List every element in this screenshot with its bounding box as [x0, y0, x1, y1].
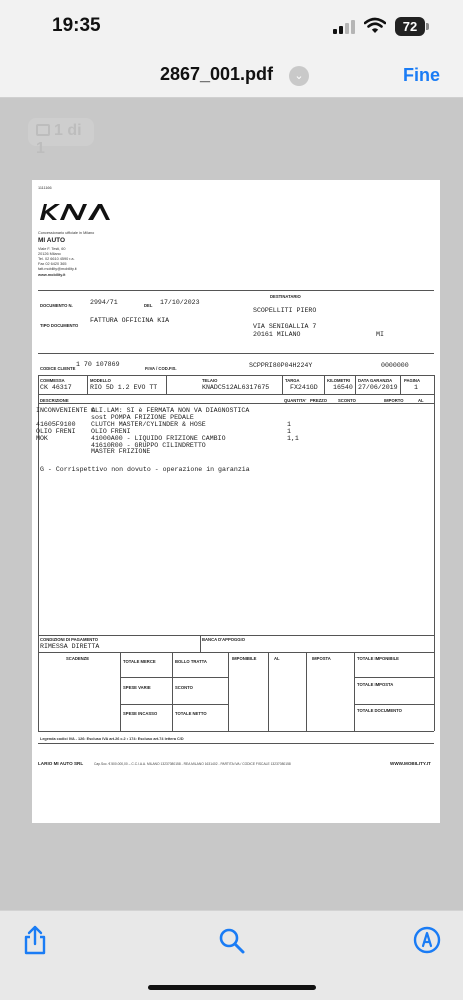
kia-logo — [38, 202, 116, 222]
col-al: AL — [418, 398, 424, 403]
km-label: KILOMETRI — [327, 378, 351, 383]
garanzia-value: 27/06/2019 — [358, 384, 398, 391]
totale-imposta-label: TOTALE IMPOSTA — [357, 682, 394, 687]
pagina-value: 1 — [414, 384, 418, 391]
col-amount: IMPORTO — [384, 398, 404, 403]
bank-label: BANCA D'APPOGGIO — [202, 637, 245, 642]
line-quantity: 1 — [287, 420, 291, 428]
recipient-city: 20161 MILANO — [253, 331, 301, 338]
company-name: MI AUTO — [38, 237, 66, 244]
document-title[interactable]: 2867_001.pdf — [159, 64, 274, 84]
secondary-code: 0000000 — [381, 362, 409, 369]
divider — [38, 394, 434, 395]
line-description: 41000A00 - LIQUIDO FRIZIONE CAMBIO — [91, 434, 226, 442]
commessa-value: CK 46317 — [40, 384, 72, 391]
targa-label: TARGA — [285, 378, 300, 383]
markup-icon[interactable] — [413, 926, 441, 954]
totale-netto-label: TOTALE NETTO — [175, 711, 207, 716]
imposta-label: IMPOSTA — [312, 656, 331, 661]
col-disc: SCONTO — [338, 398, 356, 403]
page-counter: 1 di 1 — [28, 118, 94, 146]
company-fax: Fax 02 6420 365 — [38, 262, 67, 266]
col-price: PREZZO — [310, 398, 327, 403]
cellular-signal-icon — [333, 20, 357, 34]
totale-documento-label: TOTALE DOCUMENTO — [357, 708, 402, 713]
modello-value: RIO 5D 1.2 EVO TT — [90, 384, 158, 391]
footer-website: WWW.MOBILITY.IT — [390, 761, 431, 766]
dealer-note: Concessionario ufficiale in Milano — [38, 231, 95, 235]
doc-number: 2994/71 — [90, 299, 118, 306]
company-tel: Tel. 02 6610 4590 r.a. — [38, 257, 75, 261]
doc-type: FATTURA OFFICINA KIA — [90, 317, 170, 324]
company-address-2: 20126 Milano — [38, 252, 61, 256]
line-description: MASTER FRIZIONE — [91, 448, 151, 456]
pages-icon — [36, 124, 50, 136]
commessa-label: COMMESSA — [40, 378, 65, 383]
home-indicator — [148, 985, 316, 990]
client-code-label: CODICE CLIENTE — [40, 366, 76, 371]
clock: 19:35 — [52, 15, 101, 36]
line-code: OLIO FRENI — [36, 427, 76, 435]
client-code: 1 70 107869 — [76, 361, 120, 368]
recipient-name: SCOPELLITI PIERO — [253, 307, 317, 314]
sconto-label: SCONTO — [175, 685, 193, 690]
nav-bar — [0, 56, 463, 98]
battery-icon: 72 — [395, 17, 425, 36]
telaio-value: KNADC512AL6317675 — [202, 384, 270, 391]
status-bar — [0, 0, 463, 56]
company-address-1: Viale F. Testi, 60 — [38, 247, 66, 251]
pagina-label: PAGINA — [404, 378, 420, 383]
telaio-label: TELAIO — [202, 378, 218, 383]
line-description: OLIO FRENI — [91, 427, 131, 435]
recipient-label: DESTINATARIO — [270, 294, 301, 299]
vat-legend: Legenda codici IVA - 126: Escluso IVA art.26 c.2 • 174: Escluso art.74 lettera C/D — [40, 737, 184, 741]
divider — [38, 403, 434, 404]
divider — [38, 375, 434, 376]
line-description: CLI.LAM: SI è FERMATA NON VA DIAGNOSTICA — [91, 407, 250, 414]
col-desc: DESCRIZIONE — [40, 398, 69, 403]
recipient-province: MI — [376, 331, 384, 338]
targa-value: FX241GD — [290, 384, 318, 391]
doc-type-label: TIPO DOCUMENTO — [40, 323, 79, 328]
line-description: 41610R00 - GRUPPO CILINDRETTO — [91, 441, 206, 449]
spese-varie-label: SPESE VARIE — [123, 685, 151, 690]
share-icon[interactable] — [22, 925, 48, 955]
done-button[interactable]: Fine — [403, 65, 441, 85]
spese-incasso-label: SPESE INCASSO — [123, 711, 158, 716]
aliquota-label: AL — [274, 656, 280, 661]
km-value: 16540 — [333, 384, 353, 391]
battery-cap — [426, 23, 429, 30]
line-code: MOK — [36, 434, 48, 442]
fiscal-code: SCPPRI80P04H224Y — [249, 362, 313, 369]
imponibile-label: IMPONIBILE — [232, 656, 257, 661]
payment-label: CONDIZIONI DI PAGAMENTO — [40, 637, 99, 642]
divider — [38, 290, 434, 291]
recipient-street: VIA SENIGALLIA 7 — [253, 323, 317, 330]
company-web: www.mobility.it — [38, 273, 66, 277]
chevron-down-icon[interactable]: ⌄ — [289, 66, 309, 86]
footer-legal: Cap.Soc. € 500.000,00 – C.C.I.A.A. MILANO 13237080158 - REA MILANO 1631402 - PARTITA IVA / CODICE FISCALE 13237080158 — [94, 762, 291, 766]
line-description: sost POMPA FRIZIONE PEDALE — [91, 413, 194, 421]
scadenze-label: SCADENZE — [66, 656, 90, 661]
payment-value: RIMESSA DIRETTA — [40, 643, 100, 650]
totale-imponibile-label: TOTALE IMPONIBILE — [357, 656, 399, 661]
footer-company: LARIO MI AUTO SRL — [38, 761, 84, 766]
col-qty: QUANTITA' — [284, 398, 307, 403]
garanzia-label: DATA GARANZIA — [358, 378, 393, 383]
line-description: CLUTCH MASTER/CYLINDER & HOSE — [91, 420, 206, 428]
company-email: fatt.mobility@mobility.it — [38, 267, 77, 271]
line-quantity: 1 — [287, 427, 291, 435]
bollo-label: BOLLO TRATTA — [175, 659, 207, 664]
divider — [38, 635, 434, 636]
divider — [38, 353, 434, 354]
doc-date: 17/10/2023 — [160, 299, 200, 306]
header-code: 1111166 — [38, 186, 52, 190]
modello-label: MODELLO — [90, 378, 111, 383]
vat-label: P.IVA / COD.FIS. — [145, 366, 177, 371]
pdf-page[interactable] — [32, 180, 440, 823]
wifi-icon — [364, 17, 386, 34]
line-quantity: 1,1 — [287, 434, 299, 442]
line-code: 41605F9100 — [36, 420, 76, 428]
doc-number-label: DOCUMENTO N. — [40, 303, 73, 308]
line-code: INCONVENIENTE A — [36, 407, 96, 414]
totale-merce-label: TOTALE MERCE — [123, 659, 156, 664]
search-icon[interactable] — [218, 927, 246, 955]
vat-note: G - Corrispettivo non dovuto - operazione in garanzia — [40, 466, 250, 473]
date-label: DEL — [144, 303, 153, 308]
